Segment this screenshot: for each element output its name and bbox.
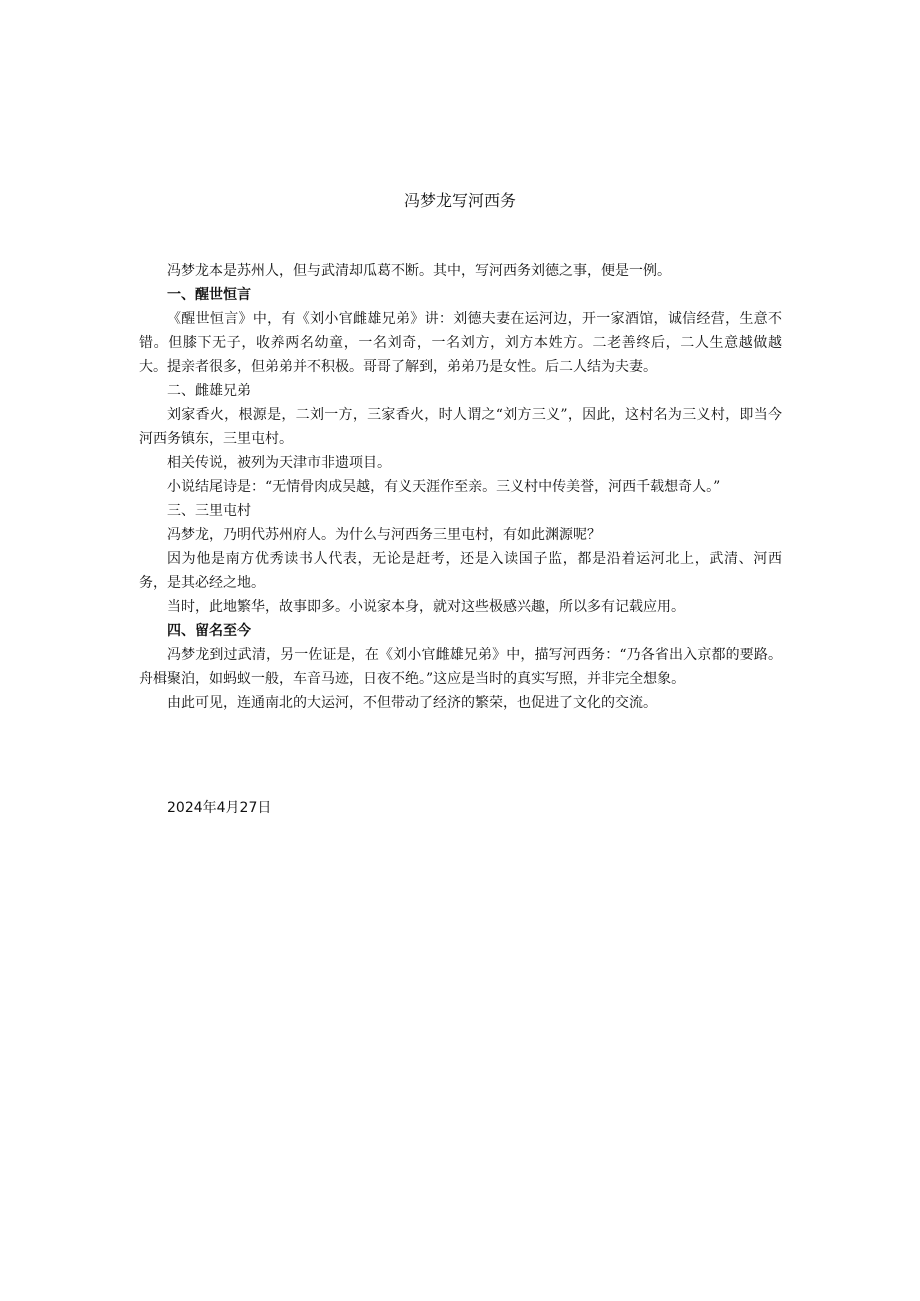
section-4-paragraph-1: 冯梦龙到过武清，另一佐证是，在《刘小官雌雄兄弟》中，描写河西务：“乃各省出入京都的要路。舟楫聚泊，如蚂蚁一般，车音马迹，日夜不绝。”这应是当时的真实写照，并非完全想象。	[139, 647, 782, 687]
section-2-paragraph-3: 小说结尾诗是：“无情骨肉成吴越，有义天涯作至亲。三义村中传美誉，河西千载想奇人。”	[167, 479, 721, 495]
section-3-paragraph-2: 因为他是南方优秀读书人代表，无论是赶考，还是入读国子监，都是沿着运河北上，武清、河西务，是其必经之地。	[139, 551, 782, 591]
section-heading-4: 四、留名至今	[167, 623, 251, 639]
section-1-paragraph: 《醒世恒言》中，有《刘小官雌雄兄弟》讲：刘德夫妻在运河边，开一家酒馆，诚信经营，生意不错。但膝下无子，收养两名幼童，一名刘奇，一名刘方，刘方本姓方。二老善终后，二人生意越做越大。提亲者很多，但弟弟并不积极。哥哥了解到，弟弟乃是女性。后二人结为夫妻。	[139, 311, 782, 375]
section-heading-3: 三、三里屯村	[167, 503, 251, 519]
section-2-paragraph-2: 相关传说，被列为天津市非遗项目。	[167, 455, 391, 471]
section-2-paragraph-1: 刘家香火，根源是，二刘一方，三家香火，时人谓之“刘方三义”，因此，这村名为三义村，即当今河西务镇东，三里屯村。	[139, 407, 782, 447]
section-heading-2: 二、雌雄兄弟	[167, 383, 251, 399]
section-3-paragraph-3: 当时，此地繁华，故事即多。小说家本身，就对这些极感兴趣，所以多有记载应用。	[167, 599, 685, 615]
document-date: 2024年4月27日	[167, 800, 272, 816]
section-3-paragraph-1: 冯梦龙，乃明代苏州府人。为什么与河西务三里屯村，有如此渊源呢？	[167, 527, 601, 543]
section-heading-1: 一、醒世恒言	[167, 287, 251, 303]
document-body	[139, 259, 782, 715]
document-title: 冯梦龙写河西务	[403, 191, 516, 210]
intro-paragraph: 冯梦龙本是苏州人，但与武清却瓜葛不断。其中，写河西务刘德之事，便是一例。	[167, 263, 671, 279]
section-4-paragraph-2: 由此可见，连通南北的大运河，不但带动了经济的繁荣，也促进了文化的交流。	[167, 695, 657, 711]
